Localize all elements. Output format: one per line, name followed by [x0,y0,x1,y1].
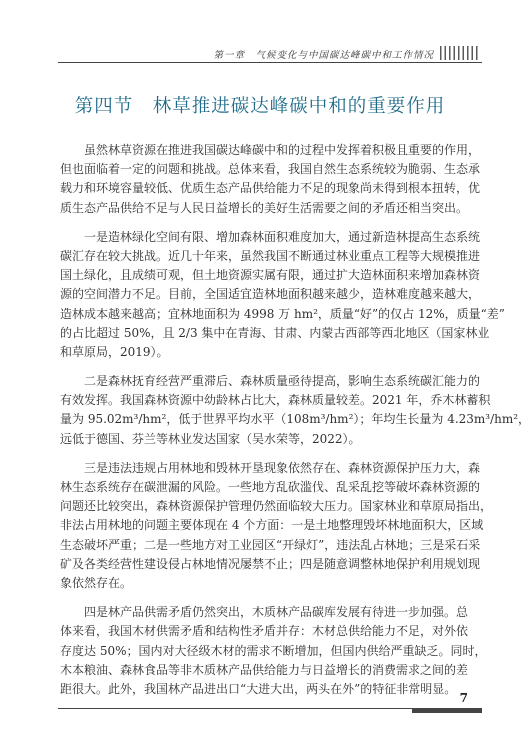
text-line: 生态破坏严重；二是一些地方对工业园区“开绿灯”，违法乱占林地；三是采石采 [60,537,481,552]
text-line: 矿及各类经营性建设侵占林地情况屡禁不止；四是随意调整林地保护利用规划现 [60,556,481,571]
text-line: 有效发挥。我国森林资源中幼龄林占比大，森林质量较差。2021 年，乔木林蓄积 [60,393,491,408]
footer-rule [58,708,482,713]
text-line: 量为 95.02m³/hm²，低于世界平均水平（108m³/hm²）；年均生长量为 4.23m³/hm²， [60,412,530,427]
header-decoration [440,46,480,60]
text-line: 远低于德国、芬兰等林业发达国家（吴水荣等，2022）。 [60,431,361,446]
page-number: 7 [459,691,468,705]
text-line: 和草原局，2019）。 [60,344,169,359]
header-rule [58,62,482,63]
paragraph-1 [60,141,481,218]
text-line: 木本粮油、森林食品等非木质林产品供给能力与日益增长的消费需求之间的差 [60,662,469,677]
text-line: 三是违法违规占用林地和毁林开垦现象依然存在、森林资源保护压力大，森 [84,460,481,475]
text-line: 距很大。此外，我国林产品进出口“大进大出，两头在外”的特征非常明显。 [60,681,457,696]
text-line: 四是林产品供需矛盾仍然突出，木质林产品碳库发展有待进一步加强。总 [84,605,469,620]
text-line: 国土绿化，且成绩可观，但土地资源实属有限，通过扩大造林面积来增加森林资 [60,268,481,283]
body-text [60,141,530,709]
paragraph-4 [60,459,493,593]
paragraph-2 [60,228,505,362]
text-line: 象依然存在。 [60,575,133,590]
text-line: 非法占用林地的问题主要体现在 4 个方面：一是土地整理毁坏林地面积大，区域 [60,518,484,533]
chapter-header: 第一章 气候变化与中国碳达峰碳中和工作情况 [213,50,434,61]
text-line: 一是造林绿化空间有限、增加森林面积难度加大，通过新造林提高生态系统 [84,229,481,244]
text-line: 但也面临着一定的问题和挑战。总体来看，我国自然生态系统较为脆弱、生态承 [60,162,481,177]
text-line: 载力和环境容量较低、优质生态产品供给能力不足的现象尚未得到根本扭转，优 [60,181,481,196]
text-line: 二是森林抚育经营严重滞后、森林质量亟待提高，影响生态系统碳汇能力的 [84,374,481,389]
text-line: 体来看，我国木材供需矛盾和结构性矛盾并存：木材总供给能力不足，对外依 [60,624,469,639]
text-line: 林生态系统存在碳泄漏的风险。一些地方乱砍滥伐、乱采乱挖等破坏森林资源的 [60,480,481,494]
text-line: 质生态产品供给不足与人民日益增长的美好生活需要之间的矛盾还相当突出。 [60,200,469,215]
paragraph-5 [60,603,487,699]
footer-thick-rule [412,709,482,713]
paragraph-3 [60,372,530,449]
running-header [0,0,520,62]
text-line: 问题还比较突出，森林资源保护管理仍然面临较大压力。国家林业和草原局指出， [60,499,493,514]
text-line: 造林成本越来越高；宜林地面积为 4998 万 hm²，质量“好”的仅占 12%，质量“差” [60,306,505,321]
text-line: 源的空间潜力不足。目前，全国适宜造林地面积越来越少，造林难度越来越大， [60,287,481,302]
section-title: 第四节 林草推进碳达峰碳中和的重要作用 [74,96,446,117]
text-line: 存度达 50%；国内对大径级木材的需求不断增加，但国内供给严重缺乏。同时， [60,643,487,658]
text-line: 的占比超过 50%，且 2/3 集中在青海、甘肃、内蒙古西部等西北地区（国家林业 [60,325,490,340]
text-line: 碳汇存在较大挑战。近几十年来，虽然我国不断通过林业重点工程等大规模推进 [60,248,481,263]
text-line: 虽然林草资源在推进我国碳达峰碳中和的过程中发挥着积极且重要的作用， [84,143,481,157]
